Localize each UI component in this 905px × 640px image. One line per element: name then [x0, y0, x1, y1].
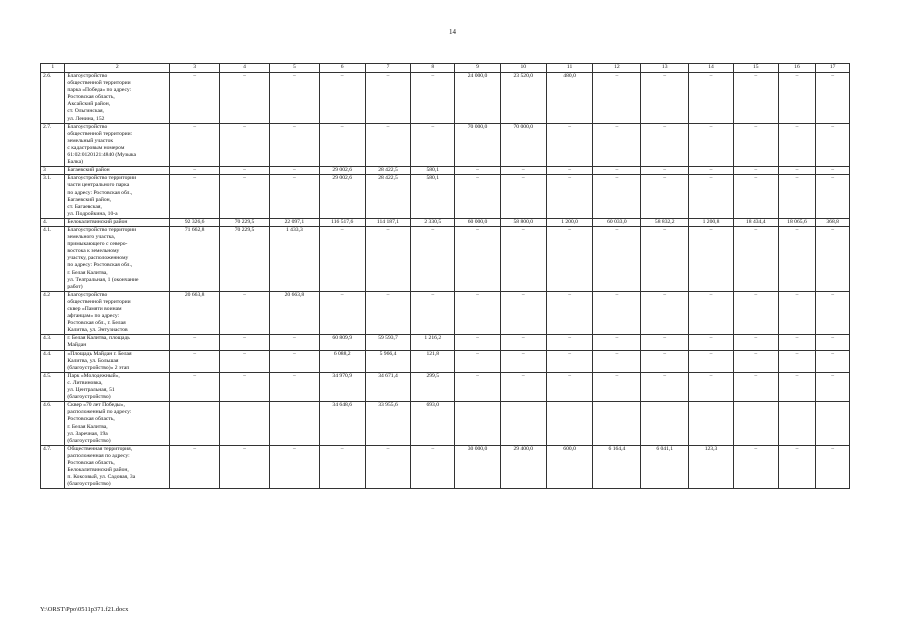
value-cell: –: [733, 167, 778, 175]
value-cell: –: [319, 291, 365, 335]
value-cell: 70 229,5: [220, 226, 270, 291]
value-cell: 18 065,6: [778, 218, 816, 226]
value-cell: 34 970,9: [319, 372, 365, 401]
value-cell: –: [778, 175, 816, 219]
value-cell: [455, 402, 501, 446]
value-cell: 121,8: [411, 350, 455, 372]
value-cell: [689, 402, 734, 446]
value-cell: 70 229,5: [220, 218, 270, 226]
value-cell: –: [220, 291, 270, 335]
value-cell: –: [546, 167, 593, 175]
value-cell: –: [778, 291, 816, 335]
value-cell: –: [641, 350, 689, 372]
value-cell: 1 433,3: [269, 226, 319, 291]
value-cell: [733, 402, 778, 446]
value-cell: 20 663,8: [269, 291, 319, 335]
value-cell: –: [816, 73, 850, 124]
value-cell: –: [733, 335, 778, 350]
value-cell: –: [319, 226, 365, 291]
value-cell: –: [455, 350, 501, 372]
value-cell: 480,0: [546, 73, 593, 124]
value-cell: –: [269, 445, 319, 489]
row-number: 4.5.: [41, 372, 65, 401]
value-cell: 29 002,6: [319, 167, 365, 175]
value-cell: 71 662,8: [170, 226, 220, 291]
value-cell: –: [593, 167, 641, 175]
table-row: [41, 350, 850, 372]
value-cell: –: [816, 445, 850, 489]
value-cell: –: [816, 167, 850, 175]
row-number: 3: [41, 167, 65, 175]
value-cell: –: [816, 372, 850, 401]
value-cell: 92 326,6: [170, 218, 220, 226]
value-cell: –: [689, 291, 734, 335]
value-cell: –: [593, 226, 641, 291]
value-cell: –: [500, 226, 546, 291]
header-cell: 10: [500, 64, 546, 73]
row-number: 4.1.: [41, 226, 65, 291]
value-cell: –: [689, 175, 734, 219]
value-cell: –: [778, 445, 816, 489]
header-cell: 7: [365, 64, 411, 73]
object-name: Благоустройство общественной территории: земельный участок с кадастровым номером 61:02:0120121:4840 (Музыка Балка): [65, 123, 170, 167]
value-cell: –: [500, 372, 546, 401]
value-cell: 1 200,0: [546, 218, 593, 226]
value-cell: –: [816, 175, 850, 219]
value-cell: –: [593, 123, 641, 167]
value-cell: [641, 402, 689, 446]
value-cell: –: [778, 226, 816, 291]
value-cell: –: [220, 350, 270, 372]
value-cell: –: [689, 167, 734, 175]
value-cell: –: [733, 73, 778, 124]
header-row: [41, 64, 850, 73]
value-cell: –: [220, 73, 270, 124]
footer-file-path: Y:\ORST\Ppo\0511p371.f21.docx: [40, 606, 129, 613]
header-cell: 17: [816, 64, 850, 73]
header-cell: 3: [170, 64, 220, 73]
value-cell: –: [365, 73, 411, 124]
value-cell: –: [546, 123, 593, 167]
value-cell: –: [220, 123, 270, 167]
value-cell: –: [269, 73, 319, 124]
value-cell: –: [170, 445, 220, 489]
value-cell: 29 400,0: [500, 445, 546, 489]
value-cell: 60 033,0: [593, 218, 641, 226]
value-cell: 368,8: [816, 218, 850, 226]
header-cell: 12: [593, 64, 641, 73]
header-cell: 1: [41, 64, 65, 73]
value-cell: 33 955,6: [365, 402, 411, 446]
value-cell: –: [220, 167, 270, 175]
value-cell: –: [269, 372, 319, 401]
value-cell: 23 520,0: [500, 73, 546, 124]
object-name: Сквер «70 лет Победы», расположенный по адресу: Ростовская область, г. Белая Калитва, ул. Заречная, 19а (благоустройство): [65, 402, 170, 446]
value-cell: –: [546, 226, 593, 291]
value-cell: –: [689, 372, 734, 401]
value-cell: –: [170, 372, 220, 401]
value-cell: [546, 402, 593, 446]
value-cell: –: [411, 73, 455, 124]
value-cell: –: [546, 350, 593, 372]
value-cell: 28 422,5: [365, 175, 411, 219]
object-name: г. Белая Калитва, площадь Майдан: [65, 335, 170, 350]
budget-table: [40, 63, 850, 489]
header-cell: 13: [641, 64, 689, 73]
table-row: [41, 445, 850, 489]
value-cell: –: [319, 73, 365, 124]
value-cell: –: [689, 123, 734, 167]
row-number: 4.7.: [41, 445, 65, 489]
value-cell: –: [689, 335, 734, 350]
value-cell: –: [778, 73, 816, 124]
value-cell: [220, 402, 270, 446]
value-cell: –: [411, 123, 455, 167]
value-cell: –: [220, 445, 270, 489]
value-cell: –: [689, 73, 734, 124]
value-cell: –: [170, 335, 220, 350]
row-number: 3.1.: [41, 175, 65, 219]
value-cell: 28 422,5: [365, 167, 411, 175]
value-cell: [816, 402, 850, 446]
value-cell: –: [546, 335, 593, 350]
value-cell: [170, 402, 220, 446]
value-cell: 58 832,2: [641, 218, 689, 226]
value-cell: –: [593, 291, 641, 335]
value-cell: –: [733, 445, 778, 489]
value-cell: –: [641, 175, 689, 219]
object-name: Парк «Молодежный», с. Литвиновка, ул. Центральная, 51 (благоустройство): [65, 372, 170, 401]
value-cell: –: [365, 445, 411, 489]
value-cell: 18 434,4: [733, 218, 778, 226]
value-cell: –: [500, 335, 546, 350]
header-cell: 6: [319, 64, 365, 73]
row-number: 4.4.: [41, 350, 65, 372]
value-cell: –: [778, 335, 816, 350]
value-cell: 299,5: [411, 372, 455, 401]
value-cell: –: [319, 123, 365, 167]
value-cell: –: [411, 226, 455, 291]
value-cell: –: [455, 335, 501, 350]
header-cell: 8: [411, 64, 455, 73]
value-cell: –: [500, 175, 546, 219]
row-number: 4.6.: [41, 402, 65, 446]
header-cell: 2: [65, 64, 170, 73]
value-cell: –: [593, 175, 641, 219]
value-cell: 5 966,4: [365, 350, 411, 372]
object-name: Благоустройство общественной территории парка «Победа» по адресу: Ростовская область, Аксайский район, ст. Ольгинская, ул. Ленина, 152: [65, 73, 170, 124]
value-cell: –: [220, 372, 270, 401]
value-cell: 123,3: [689, 445, 734, 489]
object-name: «Площадь Майдан г. Белая Калитва, ул. Большая (благоустройство)» 2 этап: [65, 350, 170, 372]
value-cell: 6 164,4: [593, 445, 641, 489]
value-cell: –: [269, 175, 319, 219]
value-cell: –: [365, 123, 411, 167]
value-cell: [778, 402, 816, 446]
value-cell: [269, 402, 319, 446]
value-cell: –: [411, 445, 455, 489]
row-number: 4.2: [41, 291, 65, 335]
value-cell: –: [778, 123, 816, 167]
value-cell: –: [455, 167, 501, 175]
value-cell: –: [733, 175, 778, 219]
value-cell: 59 593,7: [365, 335, 411, 350]
value-cell: –: [546, 372, 593, 401]
value-cell: 29 002,6: [319, 175, 365, 219]
value-cell: –: [269, 350, 319, 372]
value-cell: –: [455, 372, 501, 401]
value-cell: 580,1: [411, 175, 455, 219]
row-number: 2.6.: [41, 73, 65, 124]
value-cell: –: [319, 445, 365, 489]
value-cell: –: [778, 372, 816, 401]
object-name: Багаевский район: [65, 167, 170, 175]
value-cell: –: [689, 350, 734, 372]
value-cell: 6 088,2: [319, 350, 365, 372]
header-cell: 5: [269, 64, 319, 73]
value-cell: –: [269, 167, 319, 175]
table-row: [41, 291, 850, 335]
value-cell: –: [500, 291, 546, 335]
object-name: Благоустройство территории земельного участка, примыкающего с северо- востока к земельному участку, расположенному по адресу: Ростовская обл., г. Белая Калитва, ул. Театральная, 1 (окончание работ): [65, 226, 170, 291]
value-cell: –: [778, 350, 816, 372]
header-cell: 9: [455, 64, 501, 73]
row-number: 2.7.: [41, 123, 65, 167]
value-cell: 114 187,1: [365, 218, 411, 226]
value-cell: –: [689, 226, 734, 291]
value-cell: –: [365, 291, 411, 335]
value-cell: 70 000,0: [455, 123, 501, 167]
row-number: 4.: [41, 218, 65, 226]
value-cell: –: [816, 335, 850, 350]
value-cell: –: [411, 291, 455, 335]
value-cell: 600,0: [546, 445, 593, 489]
value-cell: 30 000,0: [455, 445, 501, 489]
value-cell: –: [546, 175, 593, 219]
value-cell: –: [733, 372, 778, 401]
value-cell: 70 000,0: [500, 123, 546, 167]
value-cell: –: [641, 226, 689, 291]
page-number: 14: [449, 28, 456, 36]
header-cell: 11: [546, 64, 593, 73]
table-row: [41, 402, 850, 446]
table-row: [41, 226, 850, 291]
value-cell: 34 671,4: [365, 372, 411, 401]
value-cell: –: [641, 291, 689, 335]
value-cell: –: [733, 226, 778, 291]
value-cell: –: [816, 123, 850, 167]
table-row: [41, 218, 850, 226]
value-cell: [593, 402, 641, 446]
value-cell: [500, 402, 546, 446]
value-cell: –: [641, 167, 689, 175]
value-cell: –: [170, 167, 220, 175]
value-cell: –: [455, 291, 501, 335]
value-cell: –: [365, 226, 411, 291]
header-cell: 15: [733, 64, 778, 73]
object-name: Белокалитвинский район: [65, 218, 170, 226]
header-cell: 4: [220, 64, 270, 73]
value-cell: –: [455, 226, 501, 291]
value-cell: –: [593, 73, 641, 124]
value-cell: –: [641, 335, 689, 350]
value-cell: –: [455, 175, 501, 219]
value-cell: –: [170, 123, 220, 167]
value-cell: –: [816, 291, 850, 335]
value-cell: –: [220, 335, 270, 350]
value-cell: 1 200,8: [689, 218, 734, 226]
value-cell: 580,1: [411, 167, 455, 175]
value-cell: 1 216,2: [411, 335, 455, 350]
value-cell: –: [170, 175, 220, 219]
value-cell: 58 800,0: [500, 218, 546, 226]
value-cell: 2 330,5: [411, 218, 455, 226]
object-name: Благоустройство общественной территории сквер «Памяти воинам афганцам» по адресу: Ростовская обл., г. Белая Калитва, ул. Энтузиастов: [65, 291, 170, 335]
value-cell: –: [269, 335, 319, 350]
table-row: [41, 372, 850, 401]
value-cell: 693,0: [411, 402, 455, 446]
table-row: [41, 73, 850, 124]
table-row: [41, 175, 850, 219]
value-cell: –: [500, 350, 546, 372]
value-cell: –: [816, 226, 850, 291]
value-cell: –: [170, 73, 220, 124]
value-cell: –: [641, 73, 689, 124]
value-cell: 22 097,1: [269, 218, 319, 226]
value-cell: –: [733, 123, 778, 167]
header-cell: 16: [778, 64, 816, 73]
value-cell: –: [816, 350, 850, 372]
value-cell: –: [733, 350, 778, 372]
value-cell: –: [641, 372, 689, 401]
value-cell: 116 517,6: [319, 218, 365, 226]
value-cell: –: [641, 123, 689, 167]
value-cell: 60 809,9: [319, 335, 365, 350]
value-cell: –: [593, 350, 641, 372]
value-cell: 60 000,0: [455, 218, 501, 226]
value-cell: 6 041,1: [641, 445, 689, 489]
object-name: Благоустройство территории части центрального парка по адресу: Ростовская обл., Багаевский район, ст. Багаевская, ул. Подройкина, 10-а: [65, 175, 170, 219]
value-cell: –: [269, 123, 319, 167]
table-row: [41, 123, 850, 167]
table-row: [41, 335, 850, 350]
value-cell: –: [500, 167, 546, 175]
value-cell: –: [778, 167, 816, 175]
header-cell: 14: [689, 64, 734, 73]
value-cell: 34 648,6: [319, 402, 365, 446]
row-number: 4.3.: [41, 335, 65, 350]
value-cell: –: [170, 350, 220, 372]
value-cell: –: [733, 291, 778, 335]
value-cell: –: [220, 175, 270, 219]
value-cell: –: [593, 335, 641, 350]
value-cell: –: [546, 291, 593, 335]
value-cell: 20 663,8: [170, 291, 220, 335]
value-cell: 24 000,0: [455, 73, 501, 124]
value-cell: –: [593, 372, 641, 401]
object-name: Общественная территория, расположенная по адресу: Ростовская область, Белокалитвинский район, п. Коксовый, ул. Садовая, 3а (благоустройство): [65, 445, 170, 489]
table-row: [41, 167, 850, 175]
